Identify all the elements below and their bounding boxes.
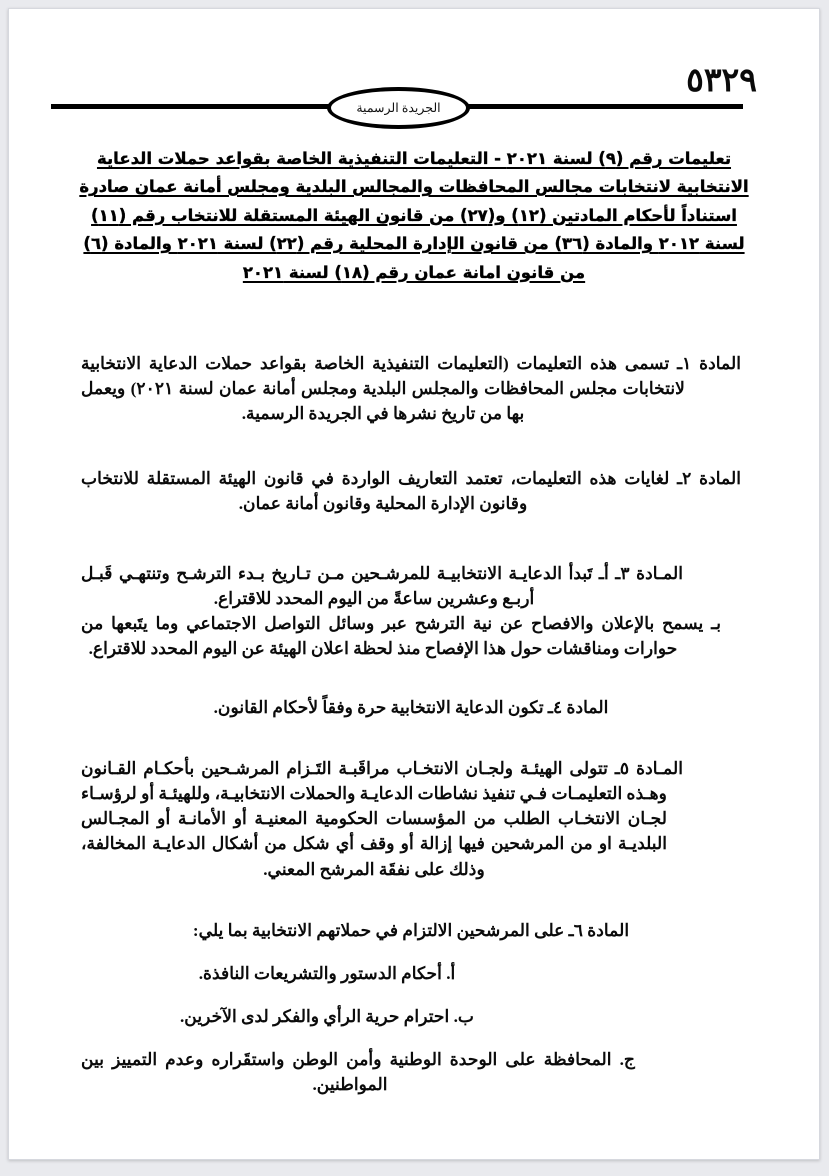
spacer-after-article-5 [9,882,819,918]
document-title-block [9,145,819,287]
page-running-head [9,9,819,139]
spacer-after-article-3 [9,661,819,695]
article-6 [9,918,819,1098]
article-3 [9,561,819,661]
spacer-after-article-1 [9,426,819,466]
title-line-5: من قانون امانة عمان رقم (١٨) لسنة ٢٠٢١ [242,262,586,282]
article-6-item-b: ب. احترام حرية الرأي والفكر لدى الآخرين. [179,1006,475,1026]
page-content [9,9,819,1159]
gazette-name-label: الجريدة الرسمية [356,101,441,115]
article-6-item-c: ج. المحافظة على الوحدة الوطنية وأمن الوطن واستقَراره وعدم التمييز بين المواطنين. [81,1049,635,1095]
title-line-1: تعليمات رقم (٩) لسنة ٢٠٢١ - التعليمات التنفيذية الخاصة بقواعد حملات الدعاية [96,149,732,168]
spacer-after-article-2 [9,517,819,561]
article-6-item-a: أ. أحكام الدستور والتشريعات النافذة. [198,963,456,983]
document-sheet [8,8,820,1160]
article-1 [9,351,819,426]
article-3-clause-b: بـ يسمح بالإعلان والافصاح عن نية الترشح عبر وسائل التواصل الاجتماعي وما يتَبعها من حوارات ومناقشات حول هذا الإفصاح منذ لحظة اعلان الهيئة عن اليوم المحدد للاقتراع. [81,613,721,658]
article-6-lead-in: المادة ٦ـ على المرشحين الالتزام في حملاتهم الانتخابية بما يلي: [192,920,630,940]
article-4 [9,695,819,720]
article-3-clause-a: المـادة ٣ـ أـ تَبدأ الدعايـة الانتخابيـة للمرشـحين مـن تـاريخ بـدء الترشـح وتنتهـي قَبـل أربـع وعشرين ساعةً من اليوم المحدد للاقتراع. [81,563,683,608]
gazette-seal-oval [327,87,470,129]
spacer-article-6-list [81,943,741,961]
spacer-item-a-b [81,986,741,1004]
spacer-after-article-4 [9,720,819,756]
title-line-2: الانتخابية لانتخابات مجالس المحافظات والمجالس البلدية ومجلس أمانة عمان صادرة [79,177,749,197]
title-line-4: لسنة ٢٠١٢ والمادة (٣٦) من قانون الإدارة المحلية رقم (٢٢) لسنة ٢٠٢١ والمادة (٦) [83,234,745,254]
article-2-text: المادة ٢ـ لغايات هذه التعليمات، تعتمد التعاريف الواردة في قانون الهيئة المستقلة للانتخاب وقانون الإدارة المحلية وقانون أمانة عمان. [81,469,741,514]
article-2 [9,466,819,516]
articles-body [9,351,819,1097]
page-number: ٥٣٢٩ [686,63,757,99]
article-5-text: المـادة ٥ـ تتولى الهيئـة ولجـان الانتخـاب مراقَبـة التَـزام المرشـحين بأحكـام القـانون وهـذه التعليمـات فـي تنفيذ نشاطات الدعايـة والحملات الانتخابيـة، وللهيئـة أو لرؤسـاء لجـان الانتخـاب الطلب من المؤسسات الحكومية المعنيـة أو الأمانـة أو المجـالس البلديـة او من المرشحين فيها إزالة أو وقف أي شكل من أشكال الدعايـة المخالفة، وذلك على نفقَة المرشح المعني. [81,759,683,879]
spacer-item-b-c [81,1029,741,1047]
article-5 [9,756,819,882]
article-4-text: المادة ٤ـ تكون الدعاية الانتخابية حرة وفقاً لأحكام القانون. [213,697,609,717]
article-1-text: المادة ١ـ تسمى هذه التعليمات (التعليمات التنفيذية الخاصة بقواعد حملات الدعاية الانتخابية لانتخابات مجلس المحافظات والمجلس البلدية ومجلس أمانة عمان لسنة ٢٠٢١) ويعمل بها من تاريخ نشرها في الجريدة الرسمية. [81,354,741,424]
title-line-3: استناداً لأحكام المادتين (١٢) و(٢٧) من قانون الهيئة المستقلة للانتخاب رقم (١١) [91,205,737,225]
